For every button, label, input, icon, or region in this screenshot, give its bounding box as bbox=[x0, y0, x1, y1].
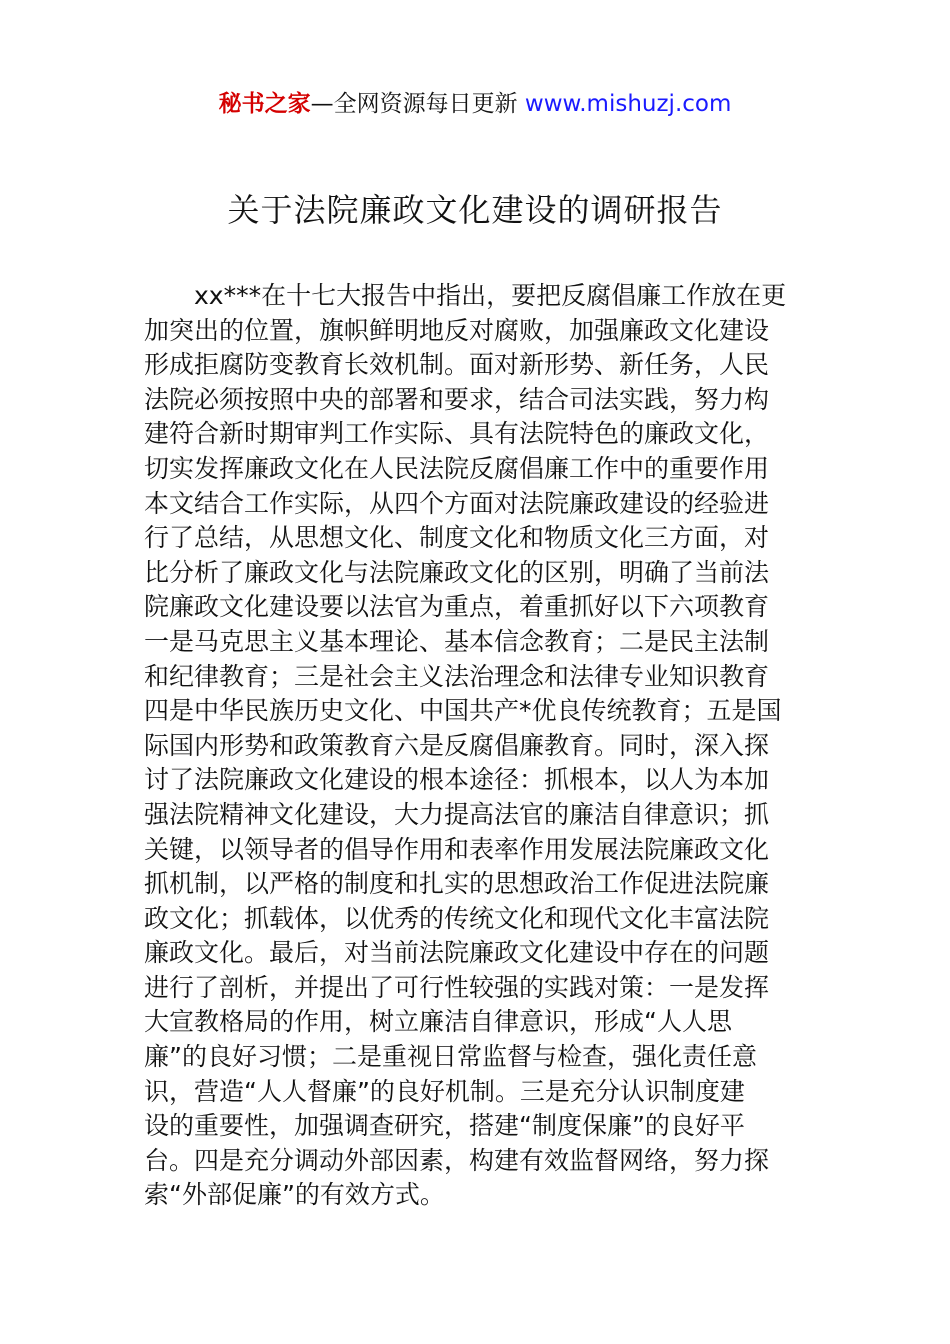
body-line: 索“外部促廉”的有效方式。 bbox=[144, 1180, 445, 1210]
body-line: 建符合新时期审判工作实际、具有法院特色的廉政文化， bbox=[144, 419, 770, 449]
body-line: 行了总结，从思想文化、制度文化和物质文化三方面，对 bbox=[144, 523, 770, 553]
body-line: 识，营造“人人督廉”的良好机制。三是充分认识制度建 bbox=[144, 1076, 745, 1106]
body-line: 本文结合工作实际，从四个方面对法院廉政建设的经验进 bbox=[144, 488, 770, 518]
document-body bbox=[144, 279, 806, 1213]
site-url-link[interactable]: www.mishuzj.com bbox=[524, 91, 732, 117]
body-line: 强法院精神文化建设，大力提高法官的廉洁自律意识；抓 bbox=[144, 799, 770, 829]
body-line: 法院必须按照中央的部署和要求，结合司法实践，努力构 bbox=[144, 384, 770, 414]
body-line: 切实发挥廉政文化在人民法院反腐倡廉工作中的重要作用 bbox=[144, 453, 770, 483]
document-title: 关于法院廉政文化建设的调研报告 bbox=[227, 191, 723, 229]
body-line: 政文化；抓载体，以优秀的传统文化和现代文化丰富法院 bbox=[144, 903, 770, 933]
body-line: 一是马克思主义基本理论、基本信念教育；二是民主法制 bbox=[144, 626, 770, 656]
body-line: 廉”的良好习惯；二是重视日常监督与检查，强化责任意 bbox=[144, 1042, 757, 1072]
site-header bbox=[0, 86, 950, 122]
body-line: 设的重要性，加强调查研究，搭建“制度保廉”的良好平 bbox=[144, 1111, 745, 1141]
body-line: 台。四是充分调动外部因素，构建有效监督网络，努力探 bbox=[144, 1145, 770, 1175]
body-line: 讨了法院廉政文化建设的根本途径：抓根本，以人为本加 bbox=[144, 765, 770, 795]
body-line: 加突出的位置，旗帜鲜明地反对腐败，加强廉政文化建设 bbox=[144, 315, 770, 345]
body-line: xx***在十七大报告中指出，要把反腐倡廉工作放在更 bbox=[194, 281, 787, 310]
body-line: 形成拒腐防变教育长效机制。面对新形势、新任务，人民 bbox=[144, 350, 770, 380]
brand-name: 秘书之家 bbox=[218, 91, 311, 117]
body-line: 际国内形势和政策教育六是反腐倡廉教育。同时，深入探 bbox=[144, 730, 770, 760]
body-line: 四是中华民族历史文化、中国共产*优良传统教育；五是国 bbox=[144, 696, 782, 726]
header-tagline: —全网资源每日更新 bbox=[310, 91, 525, 117]
body-line: 比分析了廉政文化与法院廉政文化的区别，明确了当前法 bbox=[144, 557, 770, 587]
body-line: 关键，以领导者的倡导作用和表率作用发展法院廉政文化 bbox=[144, 834, 770, 864]
body-line: 进行了剖析，并提出了可行性较强的实践对策：一是发挥 bbox=[144, 972, 770, 1002]
body-line: 院廉政文化建设要以法官为重点，着重抓好以下六项教育 bbox=[144, 592, 770, 622]
body-line: 和纪律教育；三是社会主义法治理念和法律专业知识教育 bbox=[144, 661, 770, 691]
body-line: 廉政文化。最后，对当前法院廉政文化建设中存在的问题 bbox=[144, 938, 770, 968]
body-line: 抓机制，以严格的制度和扎实的思想政治工作促进法院廉 bbox=[144, 869, 770, 899]
body-line: 大宣教格局的作用，树立廉洁自律意识，形成“人人思 bbox=[144, 1007, 732, 1037]
